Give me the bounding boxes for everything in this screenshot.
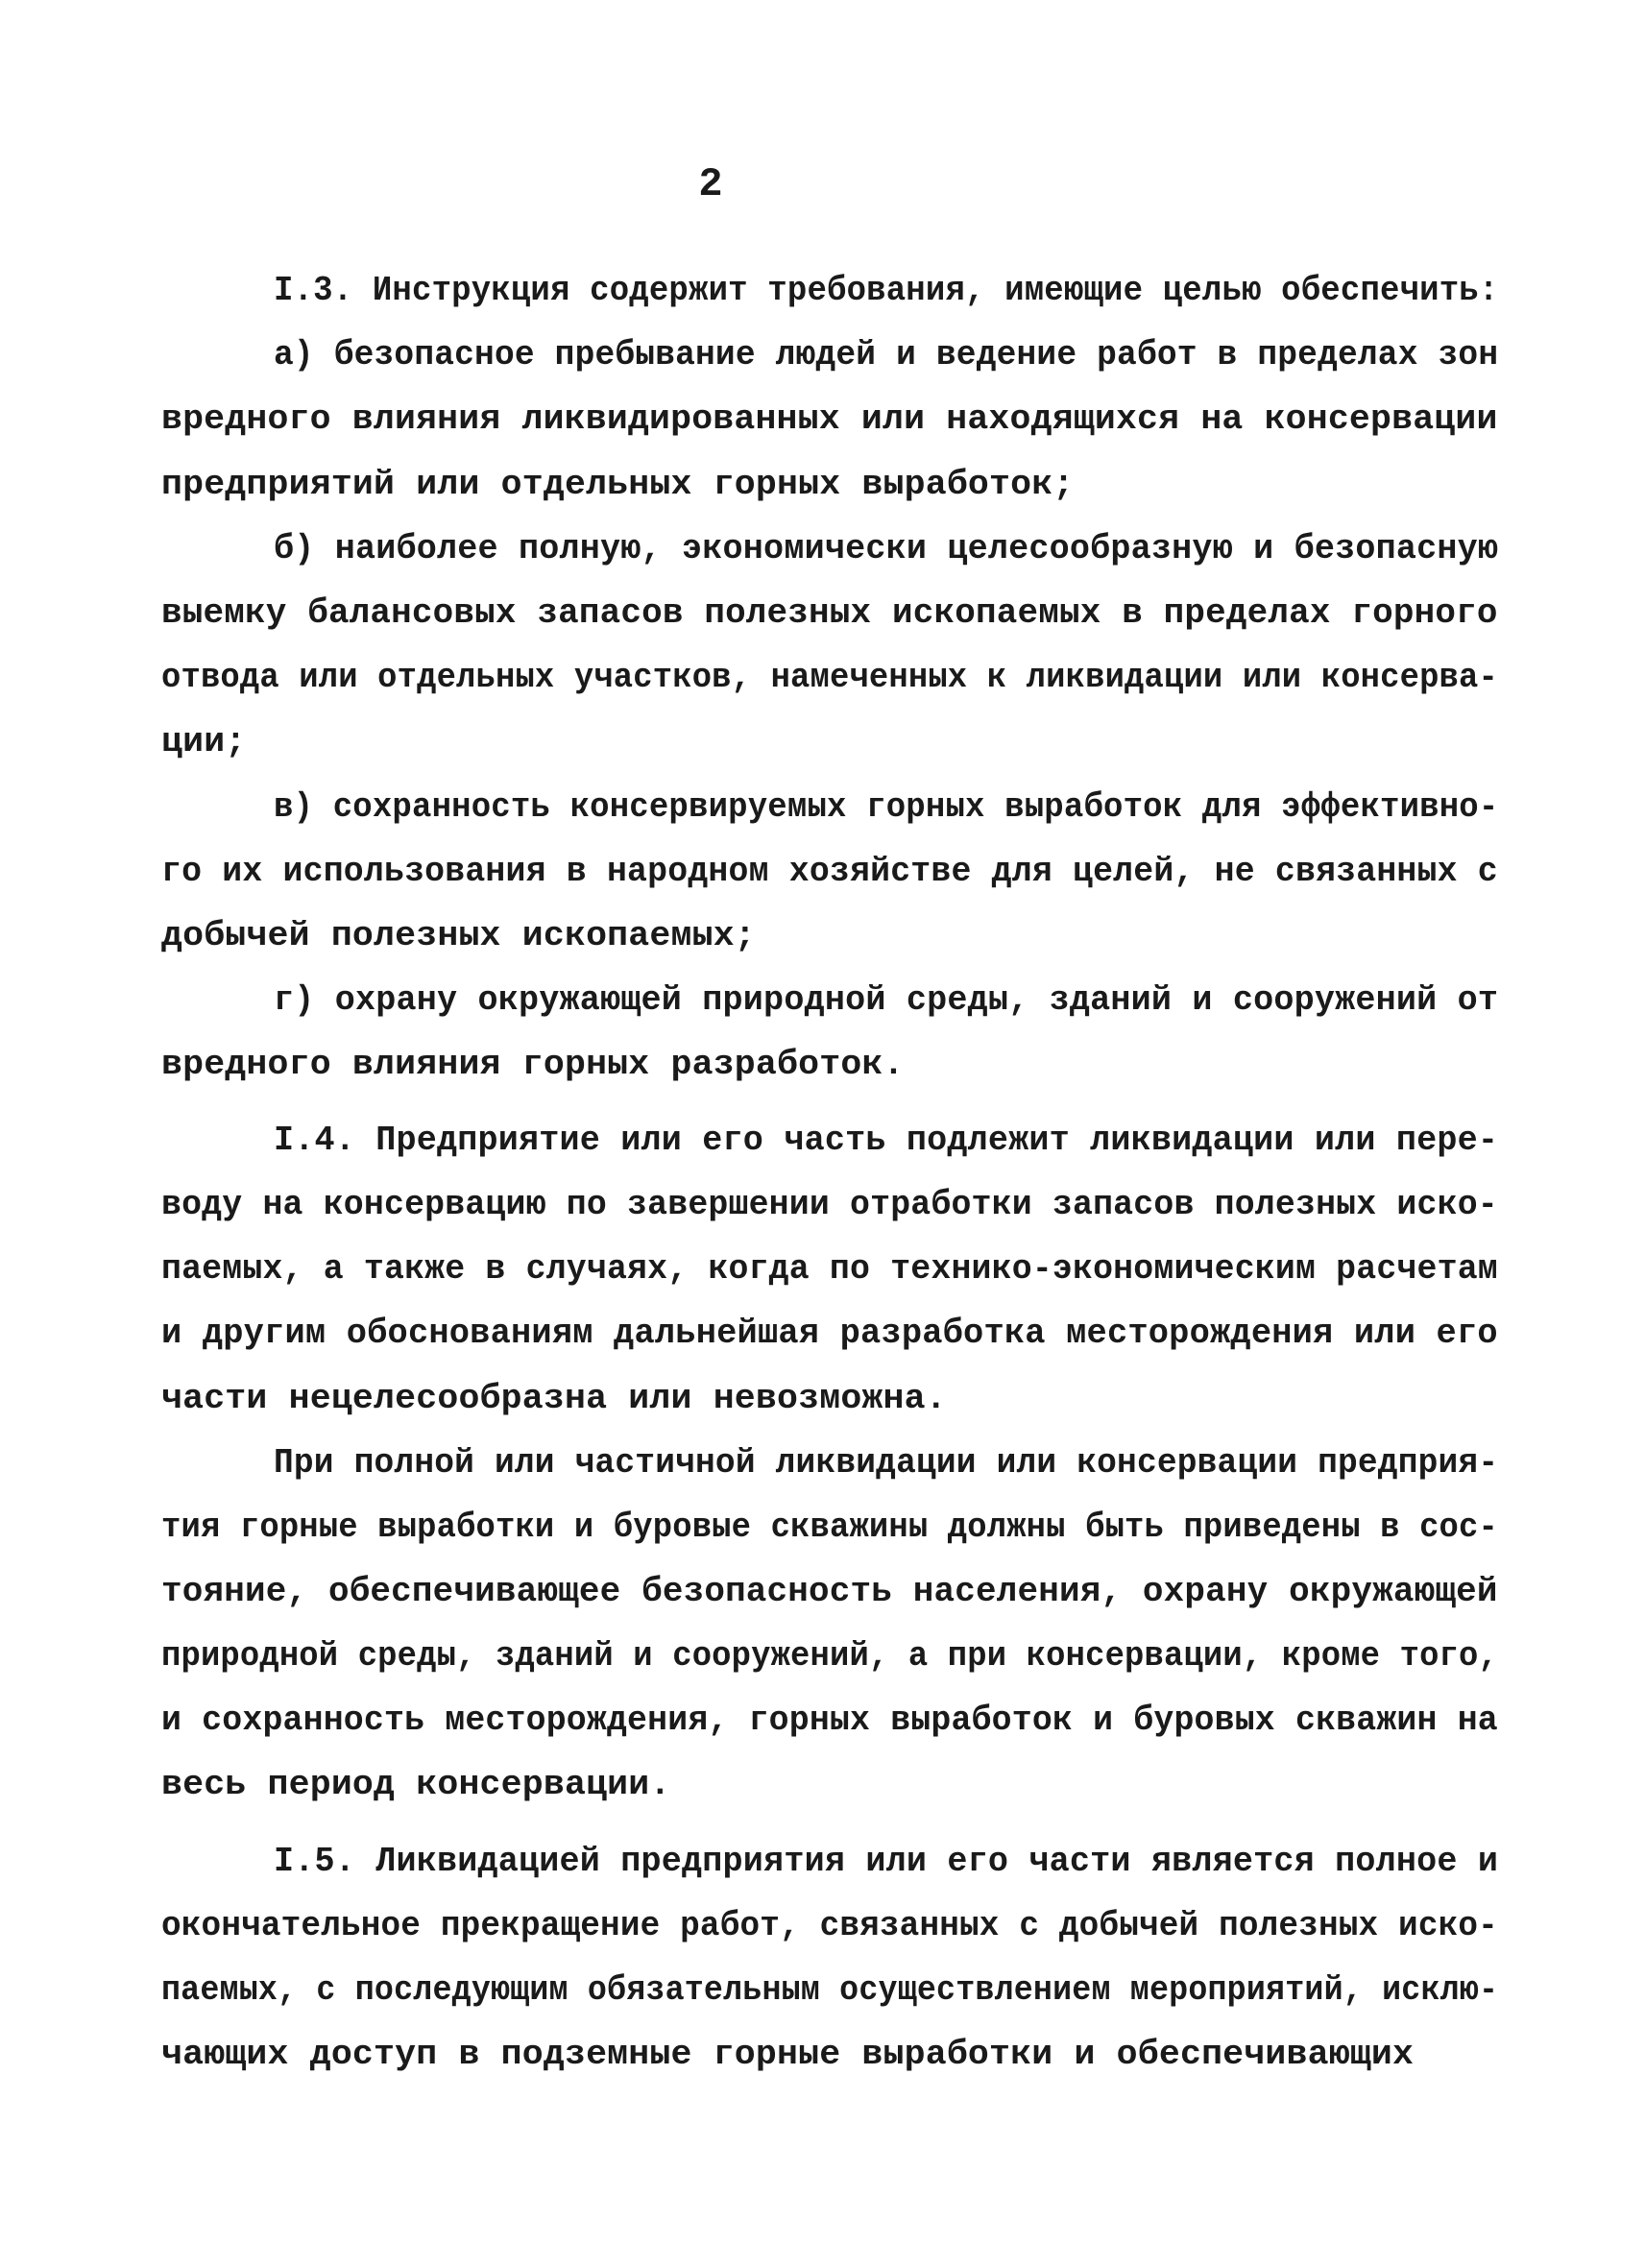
- text-line: I.4. Предприятие или его часть подлежит ликвидации или пере-: [274, 1121, 1499, 1160]
- text-line: предприятий или отдельных горных выработок;: [161, 465, 1075, 504]
- text-line: вредного влияния горных разработок.: [161, 1045, 905, 1084]
- text-line: г) охрану окружающей природной среды, зданий и сооружений от: [274, 980, 1499, 1020]
- text-line: весь период консервации.: [161, 1765, 671, 1804]
- text-line: и сохранность месторождения, горных выработок и буровых скважин на: [161, 1701, 1498, 1740]
- text-line: отвода или отдельных участков, намеченных к ликвидации или консерва-: [161, 658, 1498, 697]
- page-number: 2: [698, 161, 723, 207]
- text-line: выемку балансовых запасов полезных ископаемых в пределах горного: [161, 593, 1498, 633]
- text-line: чающих доступ в подземные горные выработки и обеспечивающих: [161, 2035, 1415, 2074]
- text-line: При полной или частичной ликвидации или консервации предприя-: [274, 1443, 1499, 1483]
- text-line: го их использования в народном хозяйстве для целей, не связанных с: [161, 852, 1498, 891]
- text-line: I.3. Инструкция содержит требования, имеющие целью обеспечить:: [274, 271, 1499, 310]
- text-line: окончательное прекращение работ, связанных с добычей полезных иско-: [161, 1906, 1498, 1945]
- text-line: части нецелесообразна или невозможна.: [161, 1379, 947, 1418]
- text-line: ции;: [161, 722, 247, 761]
- text-line: тояние, обеспечивающее безопасность населения, охрану окружающей: [161, 1572, 1498, 1611]
- text-line: добычей полезных ископаемых;: [161, 916, 756, 955]
- text-line: природной среды, зданий и сооружений, а при консервации, кроме того,: [161, 1636, 1498, 1676]
- text-line: и другим обоснованиям дальнейшая разработка месторождения или его: [161, 1314, 1498, 1353]
- text-line: в) сохранность консервируемых горных выработок для эффективно-: [274, 787, 1499, 827]
- text-line: тия горные выработки и буровые скважины должны быть приведены в сос-: [161, 1508, 1498, 1547]
- text-line: паемых, с последующим обязательным осуществлением мероприятий, исклю-: [161, 1970, 1499, 2010]
- text-line: вредного влияния ликвидированных или находящихся на консервации: [161, 399, 1498, 439]
- text-line: а) безопасное пребывание людей и ведение работ в пределах зон: [274, 335, 1499, 374]
- text-line: воду на консервацию по завершении отработки запасов полезных иско-: [161, 1185, 1498, 1224]
- text-line: б) наиболее полную, экономически целесообразную и безопасную: [274, 529, 1499, 568]
- text-line: I.5. Ликвидацией предприятия или его части является полное и: [274, 1842, 1499, 1881]
- text-line: паемых, а также в случаях, когда по технико-экономическим расчетам: [161, 1249, 1498, 1289]
